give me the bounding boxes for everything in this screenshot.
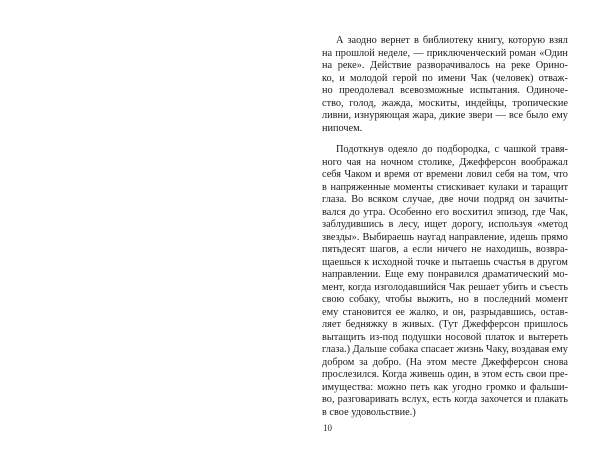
text-line: звезды». Выбираешь наугад направление, идешь прямо (322, 231, 568, 243)
text-line: имущества: можно петь как угодно громко и фальши- (322, 381, 568, 393)
text-line: мент, когда изголодавшийся Чак решает убить и съесть (322, 281, 568, 293)
text-line: на реке». Действие разворачивалось на реке Орино- (322, 60, 568, 71)
text-line: ного чая на ночном столике, Джефферсон воображал (322, 156, 568, 168)
text-line: ему становится ее жалко, и он, разрыдавшись, остав- (322, 306, 568, 318)
text-line: Подоткнув одеяло до подбородка, с чашкой травя- (336, 144, 568, 155)
text-line: глаза. Во всяком случае, две ночи подряд он зачиты- (322, 194, 568, 205)
text-line: А заодно вернет в библиотеку книгу, которую взял (336, 35, 568, 46)
text-line: нипочем. (322, 122, 363, 134)
text-line: ливни, изнуряющая жара, дикие звери — все было ему (322, 110, 568, 121)
text-line: во, разговаривать вслух, есть когда захочется и плакать (322, 394, 568, 405)
text-line: ляет бедняжку в живых. (Тут Джефферсон пришлось (322, 319, 568, 330)
text-line: заблудившись в лесу, ищет дорогу, используя «метод (322, 219, 568, 230)
text-line: но преодолевал всевозможные испытания. Одиноче- (322, 85, 568, 96)
text-line: в напряженные моменты стискивает кулаки и таращит (322, 181, 568, 193)
text-line: добром за добро. (На этом месте Джефферсон снова (322, 356, 568, 368)
paragraph-gap (322, 135, 568, 144)
text-line: себя Чаком и время от времени ловил себя на том, что (322, 169, 568, 180)
text-line: ство, голод, жажда, москиты, индейцы, тропические (322, 97, 568, 109)
text-line: свою собаку, чтобы выжить, но в последний момент (322, 294, 568, 305)
text-line: прослезился. Когда живешь один, в этом есть свои пре- (322, 369, 568, 380)
text-line: направлении. Еще ему понравился драматический мо- (322, 269, 568, 280)
text-line: в свое удовольствие.) (322, 406, 416, 418)
text-line: глаза.) Дальше собака спасает жизнь Чаку, воздавая ему (322, 344, 568, 355)
right-page-text (322, 35, 568, 419)
text-line: на прошлой неделе, — приключенческий роман «Один (322, 47, 568, 59)
page-number-right: 10 (323, 423, 332, 433)
text-line: вался до утра. Особенно его восхитил эпизод, где Чак, (322, 206, 568, 218)
text-line: ко, и молодой герой по имени Чак (человек) отваж- (322, 72, 568, 84)
text-line: щаешься к исходной точке и пытаешь счастья в другом (322, 256, 568, 268)
text-line: вытащить из-под подушки носовой платок и вытереть (322, 331, 568, 343)
text-line: пятьдесят шагов, а если ничего не находишь, возвра- (322, 244, 568, 255)
